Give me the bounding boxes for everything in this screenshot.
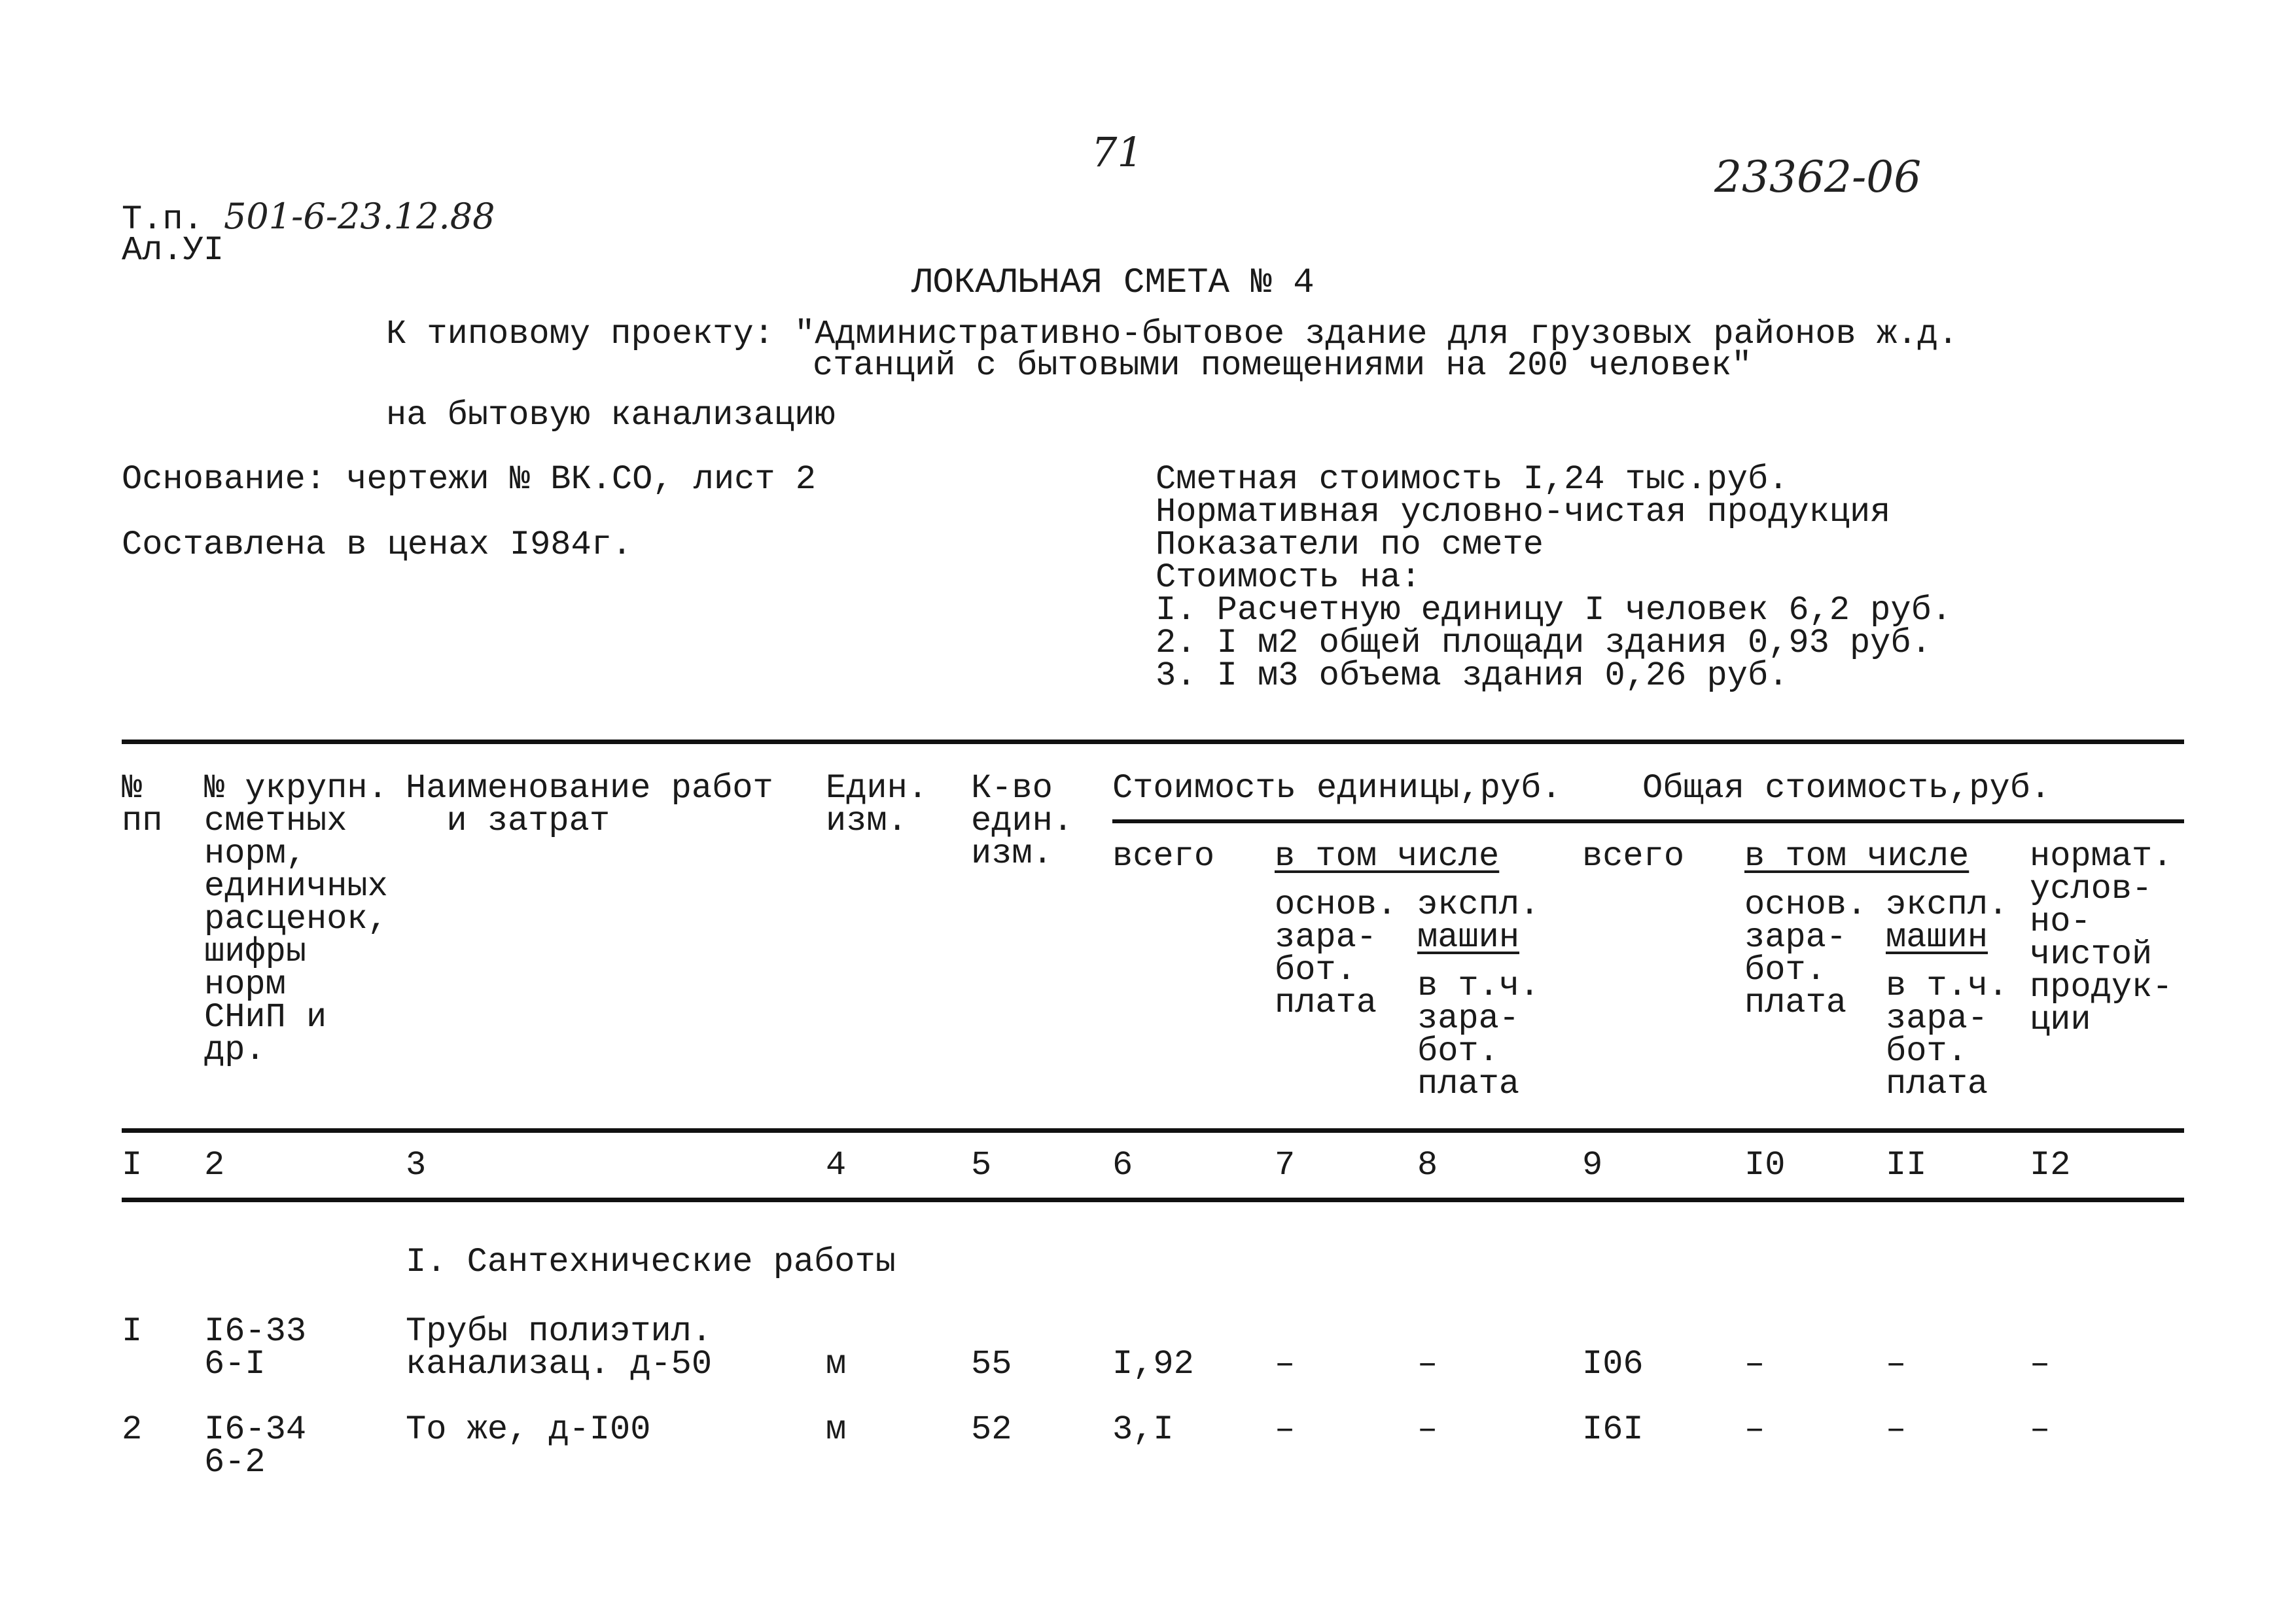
row-unit-wage: – [1275,1410,1296,1449]
column-number: II [1886,1146,1927,1185]
cost-group-rule [1112,819,2184,823]
column-number: 5 [971,1146,992,1185]
row-unit-total: I,92 [1112,1345,1194,1383]
row-number: I [122,1312,143,1351]
header-unit-cost: Стоимость единицы,руб. [1112,769,1562,808]
header-bottom-rule [122,1128,2184,1133]
row-quantity: 52 [971,1410,1012,1449]
row-name: То же, д-I00 [406,1410,651,1449]
row-total-wage: – [1744,1410,1765,1449]
estimate-subject: на бытовую канализацию [386,396,836,435]
header-col-qty: К-во един. изм. [971,769,1074,873]
page-number: 71 [1091,128,1143,176]
album-label: Ал.УI [122,231,224,270]
row-unit-machine: – [1417,1345,1438,1383]
document-number: 23362-06 [1714,152,1922,202]
header-unit-mashin: машин [1417,918,1520,957]
header-total-in-that: в том числе [1744,837,1969,876]
row-unit: м [826,1345,847,1383]
row-total: I06 [1582,1345,1644,1383]
column-number: 9 [1582,1146,1603,1185]
tp-label: Т.п. [122,200,203,239]
row-total-machine: – [1886,1345,1907,1383]
header-unit-in-that: в том числе [1275,837,1500,876]
project-number: 501-6-23.12.88 [224,196,495,237]
header-total-mashin: машин [1886,918,1988,957]
row-number: 2 [122,1410,143,1449]
header-unit-ekspl: экспл. [1417,885,1540,924]
column-number: I2 [2030,1146,2071,1185]
summary-indicators: Показатели по смете [1156,526,1544,564]
column-number: I0 [1744,1146,1786,1185]
header-total-mach-wage: в т.ч. зара- бот. плата [1886,967,2009,1103]
column-number: 2 [204,1146,225,1185]
basis-line: Основание: чертежи № ВК.СО, лист 2 [122,460,816,499]
summary-normative: Нормативная условно-чистая продукция [1156,493,1891,531]
column-number: I [122,1146,143,1185]
row-unit: м [826,1410,847,1449]
header-normat: нормат. услов- но- чистой продук- ции [2030,837,2173,1039]
project-line-2: станций с бытовыми помещениями на 200 человек" [813,346,1752,385]
row-quantity: 55 [971,1345,1012,1383]
row-total-machine: – [1886,1410,1907,1449]
section-title: I. Сантехнические работы [406,1243,896,1281]
summary-cost: Сметная стоимость I,24 тыс.руб. [1156,460,1789,499]
project-line-1: К типовому проекту: "Административно-бытовое здание для грузовых районов ж.д. [386,315,1958,353]
column-number: 4 [826,1146,847,1185]
row-total: I6I [1582,1410,1644,1449]
row-unit-machine: – [1417,1410,1438,1449]
row-code: I6-34 6-2 [204,1410,307,1482]
header-unit-wage: основ. зара- бот. плата [1275,885,1398,1022]
header-col-code: № укрупн. сметных норм, единичных расценок, шифры норм СНиП и др. [204,769,388,1069]
table-top-rule [122,740,2184,744]
header-total-cost: Общая стоимость,руб. [1642,769,2051,808]
header-col-unit: Един. изм. [826,769,928,840]
row-unit-wage: – [1275,1345,1296,1383]
summary-item-1: I. Расчетную единицу I человек 6,2 руб. [1156,591,1952,630]
column-numbers-rule [122,1198,2184,1202]
row-normative: – [2030,1345,2051,1383]
prices-line: Составлена в ценах I984г. [122,526,633,564]
header-col-num: № пп [122,769,163,840]
column-number: 3 [406,1146,427,1185]
page-title: ЛОКАЛЬНАЯ СМЕТА № 4 [911,263,1315,303]
row-normative: – [2030,1410,2051,1449]
summary-item-3: 3. I м3 объема здания 0,26 руб. [1156,656,1789,695]
row-total-wage: – [1744,1345,1765,1383]
header-total-wage: основ. зара- бот. плата [1744,885,1867,1022]
summary-item-2: 2. I м2 общей площади здания 0,93 руб. [1156,624,1932,662]
header-total-ekspl: экспл. [1886,885,2009,924]
column-number: 7 [1275,1146,1296,1185]
column-number: 8 [1417,1146,1438,1185]
row-code: I6-33 6-I [204,1312,307,1383]
header-unit-total: всего [1112,837,1215,876]
column-number: 6 [1112,1146,1133,1185]
summary-cost-for: Стоимость на: [1156,558,1421,597]
header-unit-mach-wage: в т.ч. зара- бот. плата [1417,967,1540,1103]
header-col-name: Наименование работ и затрат [406,769,773,840]
header-total-total: всего [1582,837,1685,876]
row-name: Трубы полиэтил. канализац. д-50 [406,1312,713,1383]
row-unit-total: 3,I [1112,1410,1174,1449]
